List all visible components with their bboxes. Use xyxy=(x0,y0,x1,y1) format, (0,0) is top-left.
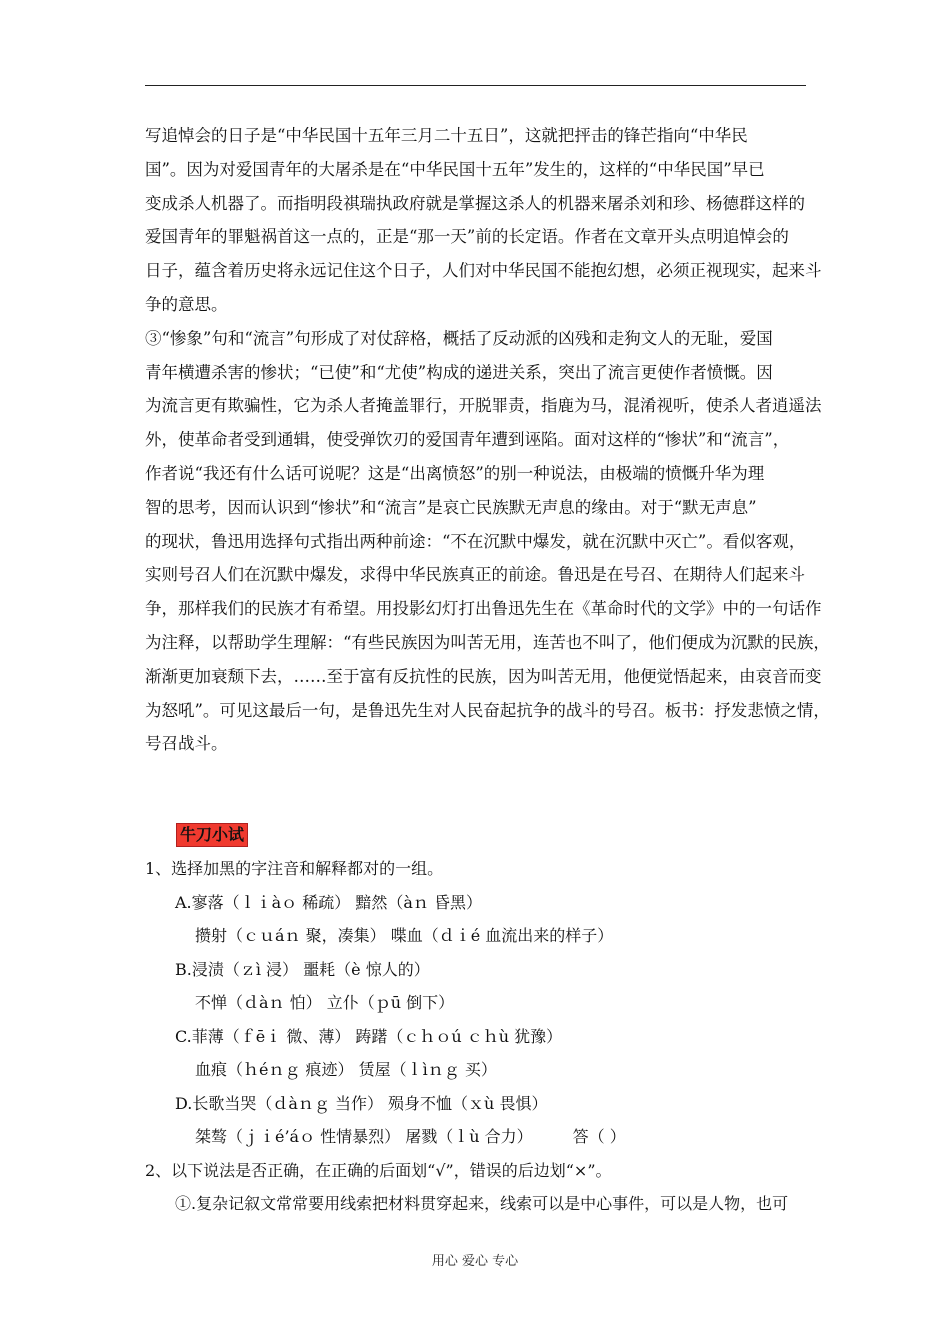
option-a-line2: 攒射（ｃｕáｎ 聚，凑集） 喋血（ｄｉé 血流出来的样子） xyxy=(195,926,614,945)
passage-line: 写追悼会的日子是“中华民国十五年三月二十五日”，这就把抨击的锋芒指向“中华民 xyxy=(145,126,748,145)
passage-line: ③“惨象”句和“流言”句形成了对仗辞格，概括了反动派的凶残和走狗文人的无耻，爱国 xyxy=(145,328,773,348)
option-b-line1: B.浸渍（ｚì 浸） 噩耗（è 惊人的） xyxy=(175,959,430,979)
passage-line: 实则号召人们在沉默中爆发，求得中华民族真正的前途。鲁迅是在号召、在期待人们起来斗 xyxy=(145,565,805,585)
passage-line: 渐渐更加衰颓下去，……至于富有反抗性的民族，因为叫苦无用，他便觉悟起来，由哀音而变 xyxy=(145,666,822,686)
question-2-stem: 2、以下说法是否正确，在正确的后面划“√”，错误的后边划“×”。 xyxy=(145,1160,612,1180)
passage-line: 争，那样我们的民族才有希望。用投影幻灯打出鲁迅先生在《革命时代的文学》中的一句话作 xyxy=(145,599,822,619)
passage-line: 作者说“我还有什么话可说呢？这是“出离愤怒”的别一种说法，由极端的愤慨升华为理 xyxy=(145,463,765,483)
passage-line: 智的思考，因而认识到“惨状”和“流言”是哀亡民族默无声息的缘由。对于“默无声息” xyxy=(145,497,757,517)
exercise-section xyxy=(145,852,810,1221)
option-d-line1: D.长歌当哭（ｄàｎｇ 当作） 殒身不恤（ｘù 畏惧） xyxy=(175,1093,548,1113)
option-a-line1: A.寥落（ｌｉàｏ 稀疏） 黯然（àｎ 昏黑） xyxy=(175,892,482,912)
header-rule xyxy=(145,85,806,86)
page-footer: 用心 爱心 专心 xyxy=(431,1254,519,1269)
passage-line: 国”。因为对爱国青年的大屠杀是在“中华民国十五年”发生的，这样的“中华民国”早已 xyxy=(145,159,765,179)
passage-line: 外，使革命者受到通辑，使受弹饮刃的爱国青年遭到诬陷。面对这样的“惨状”和“流言”， xyxy=(145,430,790,450)
passage xyxy=(145,119,830,761)
passage-line: 变成杀人机器了。而指明段祺瑞执政府就是掌握这杀人的机器来屠杀刘和珍、杨德群这样的 xyxy=(145,193,805,213)
question-1-stem: 1、选择加黑的字注音和解释都对的一组。 xyxy=(145,859,444,878)
option-c-line1: C.菲薄（ｆēｉ 微、薄） 踌躇（ｃｈｏú ｃｈù 犹豫） xyxy=(175,1026,563,1046)
passage-line: 为注释，以帮助学生理解：“有些民族因为叫苦无用，连苦也不叫了，他们便成为沉默的民族， xyxy=(145,632,830,652)
question-2-item-1: ①.复杂记叙文常常要用线索把材料贯穿起来，线索可以是中心事件，可以是人物，也可 xyxy=(175,1194,789,1213)
option-c-line2: 血痕（ｈéｎｇ 痕迹） 赁屋（ｌìｎｇ 买） xyxy=(195,1060,497,1079)
passage-line: 的现状，鲁迅用选择句式指出两种前途：“不在沉默中爆发，就在沉默中灭亡”。看似客观， xyxy=(145,531,806,551)
passage-line: 爱国青年的罪魁祸首这一点的，正是“那一天”前的长定语。作者在文章开头点明追悼会的 xyxy=(145,227,789,247)
passage-line: 号召战斗。 xyxy=(145,734,228,754)
option-b-line2: 不惮（ｄàｎ 怕） 立仆（ｐū 倒下） xyxy=(195,993,455,1012)
section-badge: 牛刀小试 xyxy=(176,823,248,847)
passage-line: 争的意思。 xyxy=(145,294,228,314)
option-d-line2: 桀骜（ｊｉé’áｏ 性情暴烈） 屠戮（ｌù 合力） 答（ ） xyxy=(195,1127,626,1146)
passage-line: 青年横遭杀害的惨状；“已使”和“尤使”构成的递进关系，突出了流言更使作者愤慨。因 xyxy=(145,362,773,382)
passage-line: 为流言更有欺骗性，它为杀人者掩盖罪行，开脱罪责，指鹿为马，混淆视听，使杀人者逍遥法 xyxy=(145,396,822,416)
passage-line: 日子，蕴含着历史将永远记住这个日子，人们对中华民国不能抱幻想，必须正视现实，起来斗 xyxy=(145,261,822,281)
passage-line: 为怒吼”。可见这最后一句，是鲁迅先生对人民奋起抗争的战斗的号召。板书：抒发悲愤之情， xyxy=(145,700,830,720)
